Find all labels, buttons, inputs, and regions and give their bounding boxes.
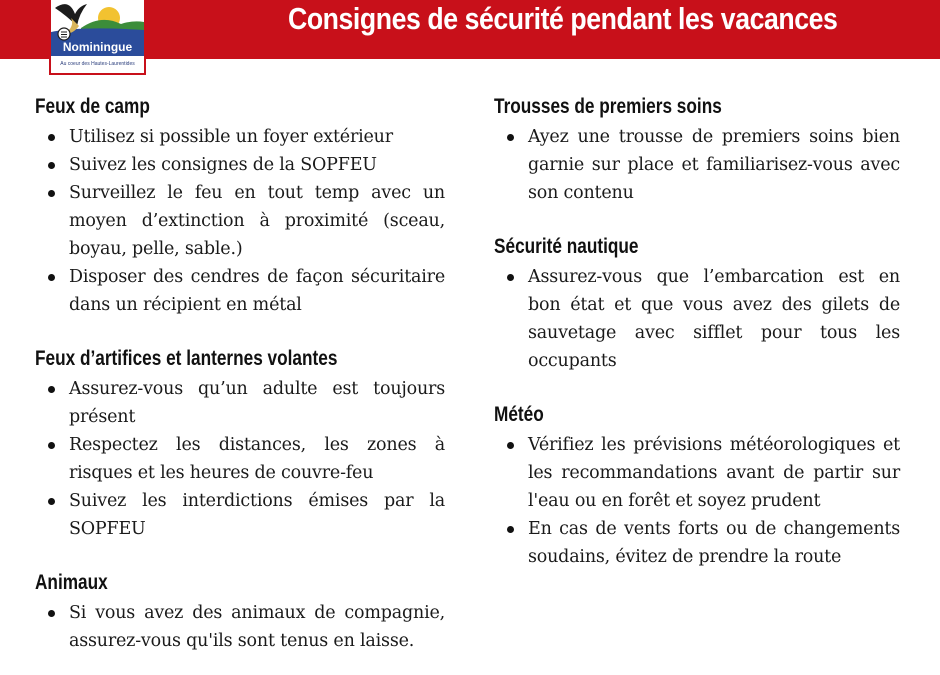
- section-heading: Feux d’artifices et lanternes volantes: [35, 347, 338, 370]
- section-premiers-soins: [494, 92, 900, 207]
- list-item-text: Suivez les consignes de la SOPFEU: [69, 155, 377, 175]
- bullet-list: [35, 599, 445, 655]
- list-item: [494, 123, 900, 207]
- section-heading: Feux de camp: [35, 95, 150, 118]
- list-item: [35, 431, 445, 487]
- bullet-list: [35, 375, 445, 543]
- list-item-text: Suivez les interdictions émises par la SOPFEU: [69, 491, 445, 539]
- list-item: [35, 151, 445, 179]
- bullet-icon: [507, 134, 514, 141]
- section-heading: Trousses de premiers soins: [494, 95, 722, 118]
- list-item-text: Disposer des cendres de façon sécuritaire dans un récipient en métal: [69, 267, 445, 315]
- logo-name: Nominingue: [62, 40, 133, 54]
- bullet-list: [494, 263, 900, 375]
- bullet-icon: [48, 274, 55, 281]
- bullet-list: [494, 123, 900, 207]
- bullet-icon: [48, 610, 55, 617]
- list-item-text: Si vous avez des animaux de compagnie, assurez-vous qu'ils sont tenus en laisse.: [69, 603, 445, 651]
- list-item: [35, 123, 445, 151]
- page-title: Consignes de sécurité pendant les vacances: [288, 1, 838, 36]
- bullet-list: [35, 123, 445, 319]
- list-item-text: En cas de vents forts ou de changements soudains, évitez de prendre la route: [528, 519, 900, 567]
- bullet-icon: [507, 442, 514, 449]
- section-heading: Météo: [494, 403, 544, 426]
- list-item: [35, 487, 445, 543]
- list-item: [35, 179, 445, 263]
- section-feux-de-camp: [35, 92, 445, 319]
- bullet-icon: [48, 386, 55, 393]
- bullet-icon: [507, 274, 514, 281]
- list-item-text: Assurez-vous qu’un adulte est toujours présent: [69, 379, 445, 427]
- list-item: [494, 431, 900, 515]
- bullet-icon: [48, 498, 55, 505]
- list-item-text: Vérifiez les prévisions météorologiques et les recommandations avant de partir sur l'eau ou en forêt et soyez prudent: [528, 435, 900, 511]
- bullet-list: [494, 431, 900, 571]
- right-column: [494, 92, 900, 571]
- list-item-text: Utilisez si possible un foyer extérieur: [69, 127, 393, 147]
- list-item-text: Surveillez le feu en tout temp avec un moyen d’extinction à proximité (sceau, boyau, pelle, sable.): [69, 183, 445, 259]
- list-item: [494, 515, 900, 571]
- bullet-icon: [48, 190, 55, 197]
- left-column: [35, 92, 445, 655]
- bullet-icon: [48, 162, 55, 169]
- list-item: [35, 599, 445, 655]
- list-item: [494, 263, 900, 375]
- list-item-text: Assurez-vous que l’embarcation est en bon état et que vous avez des gilets de sauvetage avec sifflet pour tous les occupants: [528, 267, 900, 371]
- section-animaux: [35, 568, 445, 655]
- bullet-icon: [48, 134, 55, 141]
- municipality-logo: [49, 0, 146, 75]
- list-item-text: Ayez une trousse de premiers soins bien garnie sur place et familiarisez-vous avec son contenu: [528, 127, 900, 203]
- section-heading: Sécurité nautique: [494, 235, 639, 258]
- bullet-icon: [507, 526, 514, 533]
- section-heading: Animaux: [35, 571, 108, 594]
- bullet-icon: [48, 442, 55, 449]
- list-item: [35, 375, 445, 431]
- section-meteo: [494, 400, 900, 571]
- section-feux-artifices: [35, 344, 445, 543]
- list-item-text: Respectez les distances, les zones à risques et les heures de couvre-feu: [69, 435, 445, 483]
- section-securite-nautique: [494, 232, 900, 375]
- list-item: [35, 263, 445, 319]
- logo-tagline: Au coeur des Hautes-Laurentides: [60, 61, 135, 67]
